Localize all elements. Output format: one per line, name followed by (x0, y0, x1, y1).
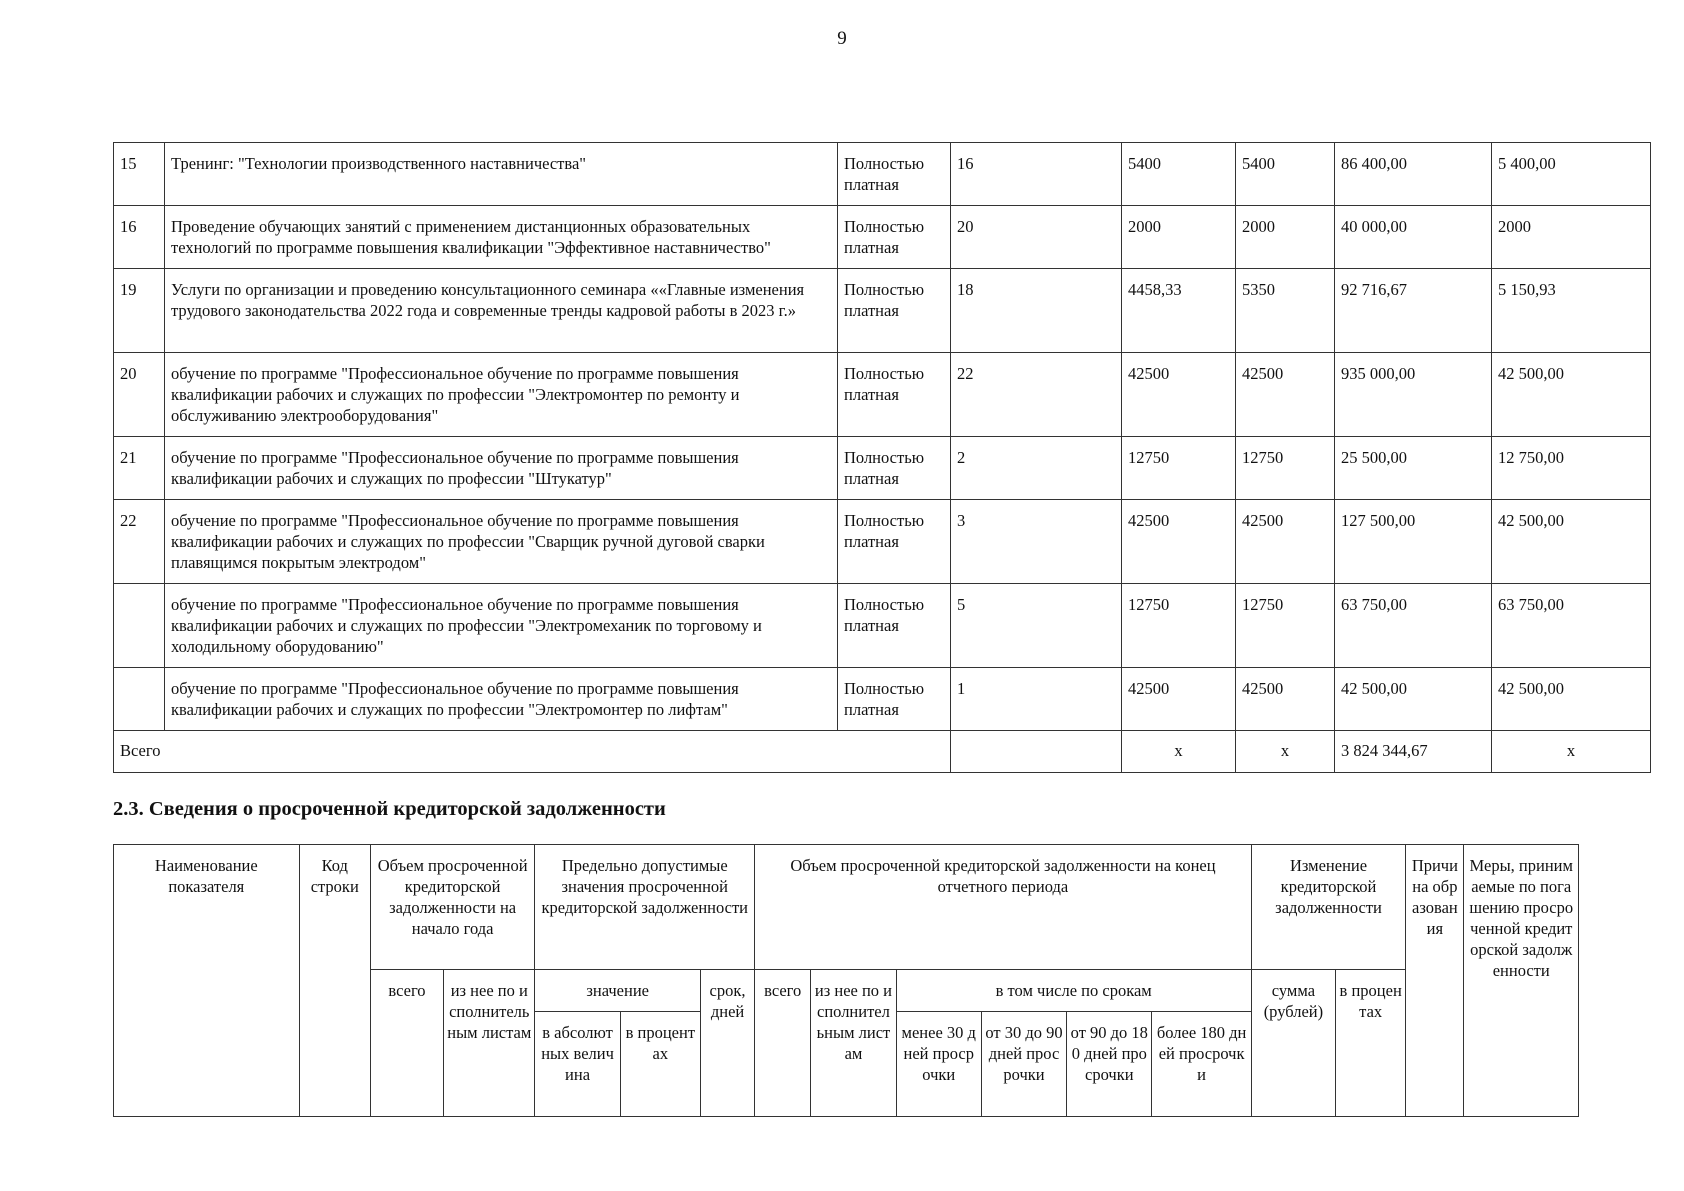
service-name: Проведение обучающих занятий с применением дистанционных образовательных технологий по программе повышения квалификации "Эффективное наставничество" (165, 206, 838, 269)
section-heading: 2.3. Сведения о просроченной кредиторской задолженности (113, 798, 666, 820)
service-row (114, 269, 1651, 353)
overdue-payables-table (113, 844, 1579, 1117)
service-name: Услуги по организации и проведению консультационного семинара ««Главные изменения трудового законодательства 2022 года и современные тренды кадровой работы в 2023 г.» (165, 269, 838, 353)
header-end-volume: Объем просроченной кредиторской задолженности на конец отчетного периода (755, 845, 1252, 970)
service-row (114, 143, 1651, 206)
service-row (114, 668, 1651, 731)
payment-type: Полностью платная (838, 500, 951, 584)
header-change: Изменение кредиторской задолженности (1251, 845, 1406, 970)
total-price-plan: x (1122, 731, 1236, 773)
price-fact: 2000 (1236, 206, 1335, 269)
service-name: Тренинг: "Технологии производственного наставничества" (165, 143, 838, 206)
payment-type: Полностью платная (838, 353, 951, 437)
average-price: 63 750,00 (1492, 584, 1651, 668)
consumer-count: 2 (951, 437, 1122, 500)
consumer-count: 5 (951, 584, 1122, 668)
revenue: 40 000,00 (1335, 206, 1492, 269)
average-price: 12 750,00 (1492, 437, 1651, 500)
paid-services-table (113, 142, 1651, 773)
payment-type: Полностью платная (838, 269, 951, 353)
row-number: 19 (114, 269, 165, 353)
consumer-count: 16 (951, 143, 1122, 206)
price-plan: 42500 (1122, 668, 1236, 731)
header-limit-values: Предельно допустимые значения просроченной кредиторской задолженности (535, 845, 755, 970)
price-fact: 42500 (1236, 353, 1335, 437)
total-avg-price: x (1492, 731, 1651, 773)
total-revenue: 3 824 344,67 (1335, 731, 1492, 773)
payment-type: Полностью платная (838, 668, 951, 731)
total-price-fact: x (1236, 731, 1335, 773)
consumer-count: 22 (951, 353, 1122, 437)
row-number (114, 584, 165, 668)
row-number: 22 (114, 500, 165, 584)
average-price: 42 500,00 (1492, 668, 1651, 731)
service-row (114, 584, 1651, 668)
payment-type: Полностью платная (838, 206, 951, 269)
page-number: 9 (837, 28, 847, 49)
header-value: значение (535, 970, 701, 1012)
service-row (114, 353, 1651, 437)
total-row (114, 731, 1651, 773)
header-indicator-name: Наименование показателя (114, 845, 300, 1117)
price-fact: 5400 (1236, 143, 1335, 206)
service-name: обучение по программе "Профессиональное обучение по программе повышения квалификации рабочих и служащих по профессии "Штукатур" (165, 437, 838, 500)
header-by-terms: в том числе по срокам (896, 970, 1251, 1012)
header-row-code: Код строки (299, 845, 370, 1117)
average-price: 42 500,00 (1492, 500, 1651, 584)
average-price: 5 150,93 (1492, 269, 1651, 353)
price-plan: 42500 (1122, 500, 1236, 584)
service-name: обучение по программе "Профессиональное обучение по программе повышения квалификации рабочих и служащих по профессии "Электромонтер по лифтам" (165, 668, 838, 731)
consumer-count: 3 (951, 500, 1122, 584)
consumer-count: 18 (951, 269, 1122, 353)
row-number: 20 (114, 353, 165, 437)
header-reason: Причина образования (1406, 845, 1464, 1117)
revenue: 25 500,00 (1335, 437, 1492, 500)
average-price: 5 400,00 (1492, 143, 1651, 206)
header-end-writs: из нее по исполнительным листам (811, 970, 896, 1117)
total-count (951, 731, 1122, 773)
price-fact: 42500 (1236, 500, 1335, 584)
revenue: 63 750,00 (1335, 584, 1492, 668)
payment-type: Полностью платная (838, 584, 951, 668)
average-price: 42 500,00 (1492, 353, 1651, 437)
header-change-percent: в процентах (1336, 970, 1406, 1117)
revenue: 92 716,67 (1335, 269, 1492, 353)
price-plan: 4458,33 (1122, 269, 1236, 353)
header-absolute: в абсолютных величина (535, 1012, 620, 1117)
header-measures: Меры, принимаемые по погашению просроченной кредиторской задолженности (1464, 845, 1579, 1117)
header-percents: в процентах (620, 1012, 700, 1117)
price-fact: 12750 (1236, 437, 1335, 500)
revenue: 935 000,00 (1335, 353, 1492, 437)
revenue: 42 500,00 (1335, 668, 1492, 731)
price-plan: 12750 (1122, 584, 1236, 668)
header-end-total: всего (755, 970, 811, 1117)
row-number: 21 (114, 437, 165, 500)
average-price: 2000 (1492, 206, 1651, 269)
service-row (114, 500, 1651, 584)
price-fact: 12750 (1236, 584, 1335, 668)
header-start-total: всего (370, 970, 443, 1117)
header-start-writs: из нее по исполнительным листам (444, 970, 535, 1117)
payment-type: Полностью платная (838, 143, 951, 206)
header-start-volume: Объем просроченной кредиторской задолженности на начало года (370, 845, 535, 970)
service-name: обучение по программе "Профессиональное обучение по программе повышения квалификации рабочих и служащих по профессии "Сварщик ручной дуговой сварки плавящимся покрытым электродом" (165, 500, 838, 584)
price-plan: 2000 (1122, 206, 1236, 269)
header-30-90-days: от 30 до 90 дней просрочки (981, 1012, 1066, 1117)
service-name: обучение по программе "Профессиональное обучение по программе повышения квалификации рабочих и служащих по профессии "Электромеханик по торговому и холодильному оборудованию" (165, 584, 838, 668)
consumer-count: 20 (951, 206, 1122, 269)
header-90-180-days: от 90 до 180 дней просрочки (1067, 1012, 1152, 1117)
revenue: 86 400,00 (1335, 143, 1492, 206)
row-number: 16 (114, 206, 165, 269)
service-name: обучение по программе "Профессиональное обучение по программе повышения квалификации рабочих и служащих по профессии "Электромонтер по ремонту и обслуживанию электрооборудования" (165, 353, 838, 437)
header-more-180-days: более 180 дней просрочки (1152, 1012, 1251, 1117)
payment-type: Полностью платная (838, 437, 951, 500)
service-row (114, 206, 1651, 269)
revenue: 127 500,00 (1335, 500, 1492, 584)
service-row (114, 437, 1651, 500)
header-change-sum: сумма (рублей) (1251, 970, 1335, 1117)
row-number (114, 668, 165, 731)
total-label: Всего (114, 731, 951, 773)
price-plan: 42500 (1122, 353, 1236, 437)
header-less-30-days: менее 30 дней просрочки (896, 1012, 981, 1117)
price-plan: 12750 (1122, 437, 1236, 500)
header-term-days: срок, дней (700, 970, 754, 1117)
price-fact: 42500 (1236, 668, 1335, 731)
paid-services-body (114, 143, 1651, 773)
price-fact: 5350 (1236, 269, 1335, 353)
price-plan: 5400 (1122, 143, 1236, 206)
row-number: 15 (114, 143, 165, 206)
consumer-count: 1 (951, 668, 1122, 731)
